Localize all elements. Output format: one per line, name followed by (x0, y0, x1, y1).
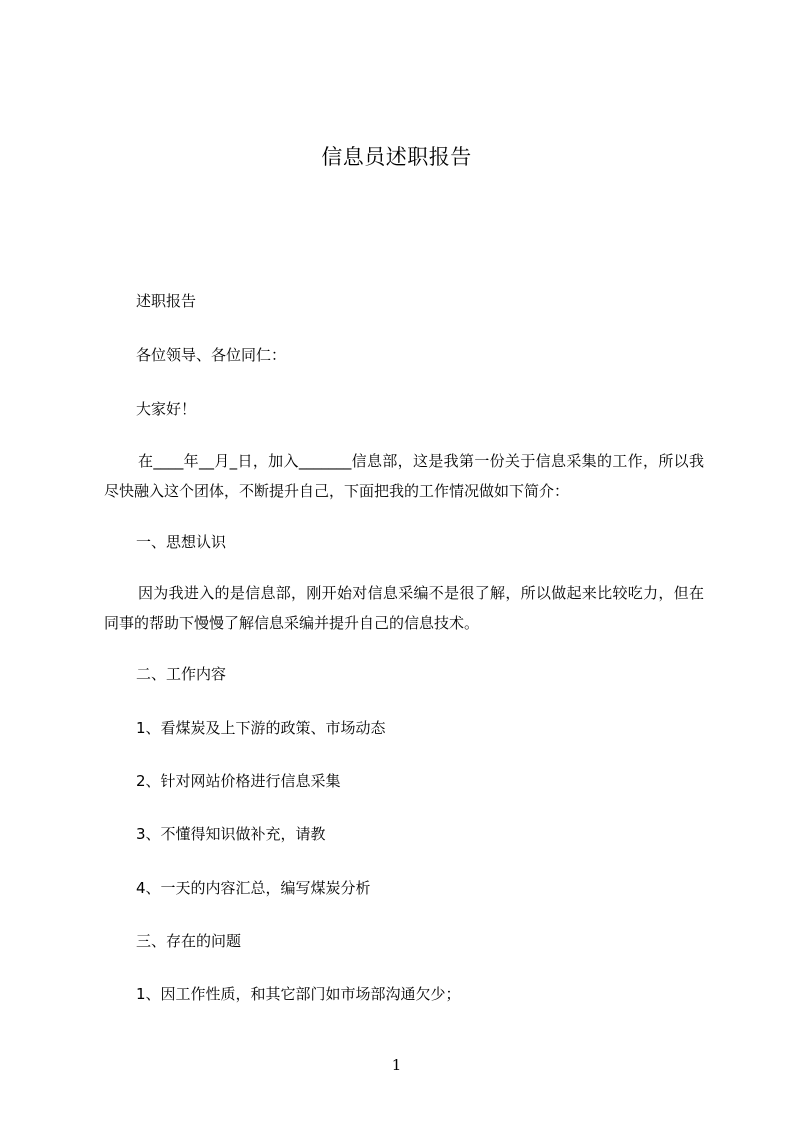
page-number: 1 (391, 1056, 402, 1074)
work-item: 3、不懂得知识做补充，请教 (136, 825, 326, 843)
document-title: 信息员述职报告 (321, 145, 472, 169)
section-heading-problems: 三、存在的问题 (136, 932, 242, 950)
salutation: 各位领导、各位同仁： (136, 346, 287, 364)
section-heading-thoughts: 一、思想认识 (136, 533, 227, 551)
problem-item: 1、因工作性质，和其它部门如市场部沟通欠少； (136, 985, 461, 1003)
intro-paragraph: 在____年__月_日，加入_______信息部，这是我第一份关于信息采集的工作，所以我尽快融入这个团体，不断提升自己，下面把我的工作情况做如下简介： (104, 452, 704, 500)
work-item: 4、一天的内容汇总，编写煤炭分析 (136, 879, 371, 897)
work-item: 1、看煤炭及上下游的政策、市场动态 (136, 719, 386, 737)
report-heading: 述职报告 (136, 292, 197, 310)
section-paragraph-thoughts: 因为我进入的是信息部，刚开始对信息采编不是很了解，所以做起来比较吃力，但在同事的帮助下慢慢了解信息采编并提升自己的信息技术。 (104, 584, 704, 632)
section-heading-work: 二、工作内容 (136, 665, 227, 683)
work-item: 2、针对网站价格进行信息采集 (136, 772, 341, 790)
greeting: 大家好！ (136, 400, 197, 418)
